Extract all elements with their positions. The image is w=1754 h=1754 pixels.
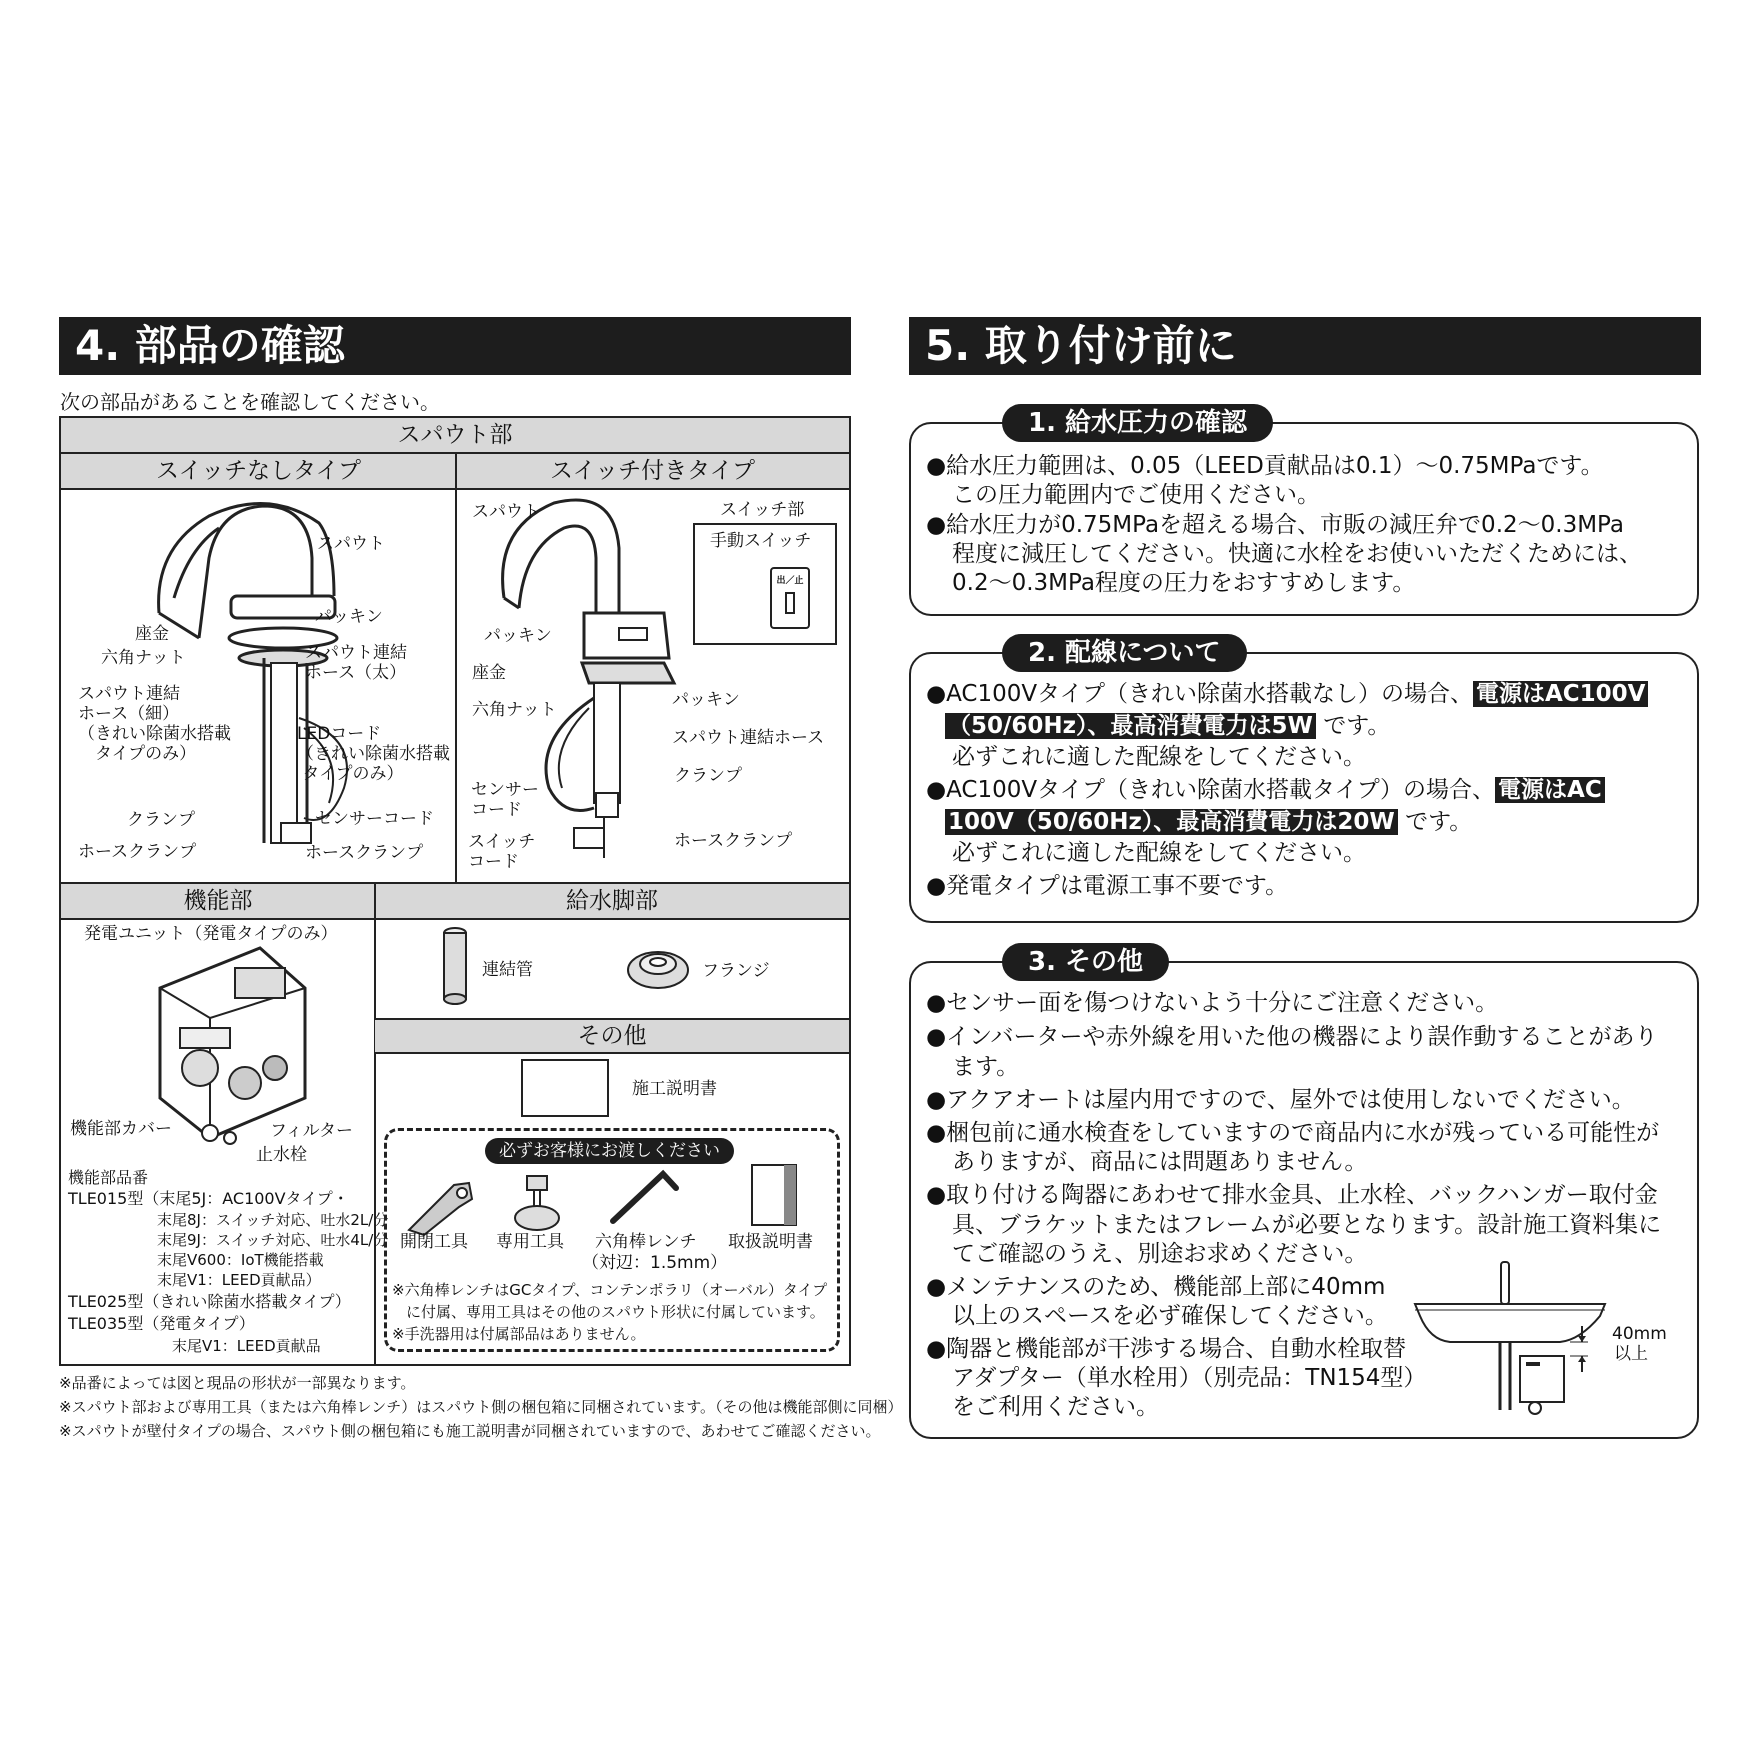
sub2-line5-text: です。 bbox=[1405, 809, 1473, 835]
with-switch-header: スイッチ付きタイプ bbox=[456, 454, 849, 490]
connecting-pipe-illustration bbox=[440, 927, 470, 1007]
footnote-1: ※品番によっては図と現品の形状が一部異なります。 bbox=[59, 1374, 416, 1392]
supply-header: 給水脚部 bbox=[375, 884, 849, 920]
ns-hose-clamp-right-label: ホースクランプ bbox=[305, 843, 424, 863]
sub3-line4: ●アクアオートは屋内用ですので、屋外では使用しないでください。 bbox=[926, 1087, 1635, 1113]
sub3-title: 3. その他 bbox=[1002, 943, 1169, 981]
sub1-line5: 0.2～0.3MPa程度の圧力をおすすめします。 bbox=[952, 570, 1416, 596]
no-switch-header: スイッチなしタイプ bbox=[61, 454, 456, 490]
clearance-dim-label-2: 以上 bbox=[1614, 1344, 1648, 1364]
dash-note-3: ※手洗器用は付属部品はありません。 bbox=[392, 1325, 646, 1343]
open-tool-label: 開閉工具 bbox=[400, 1232, 468, 1252]
sub3-line8: 具、ブラケットまたはフレームが必要となります。設計施工資料集に bbox=[952, 1212, 1662, 1238]
sub3-line1: ●センサー面を傷つけないよう十分にご注意ください。 bbox=[926, 990, 1499, 1016]
ws-packing-right-label: パッキン bbox=[672, 690, 740, 710]
sub2-line2-highlight: （50/60Hz）、最高消費電力は5W bbox=[945, 713, 1316, 739]
stop-valve-label: 止水栓 bbox=[256, 1145, 307, 1165]
sub2-title: 2. 配線について bbox=[1002, 634, 1247, 672]
sub3-line7: ●取り付ける陶器にあわせて排水金具、止水栓、バックハンガー取付金 bbox=[926, 1182, 1658, 1208]
sub3-line2: ●インバーターや赤外線を用いた他の機器により誤作動することがあり bbox=[926, 1024, 1658, 1050]
footnote-2: ※スパウト部および専用工具（または六角棒レンチ）はスパウト側の梱包箱に同梱されています。（その他は機能部側に同梱） bbox=[59, 1398, 903, 1416]
section-4-intro: 次の部品があることを確認してください。 bbox=[60, 390, 440, 414]
hex-size-label: （対辺：1.5mm） bbox=[582, 1253, 728, 1273]
flange-label: フランジ bbox=[702, 961, 770, 981]
ws-hose-label: スパウト連結ホース bbox=[672, 728, 825, 748]
sub3-line5: ●梱包前に通水検査をしていますので商品内に水が残っている可能性が bbox=[926, 1120, 1660, 1146]
ws-washer-label: 座金 bbox=[472, 663, 506, 683]
open-tool-icon bbox=[404, 1175, 474, 1235]
ns-hose-thick-label: スパウト連結 ホース（太） bbox=[305, 643, 407, 683]
ns-spout-label: スパウト bbox=[317, 534, 385, 554]
sub3-line6: ありますが、商品には問題ありません。 bbox=[952, 1149, 1368, 1175]
ws-switch-part-label: スイッチ部 bbox=[720, 500, 805, 520]
install-manual-label: 施工説明書 bbox=[632, 1079, 717, 1099]
pipe-label: 連結管 bbox=[482, 960, 533, 980]
sub3-line11: 以上のスペースを必ず確保してください。 bbox=[952, 1303, 1388, 1329]
sub2-line4-text: ●AC100Vタイプ（きれい除菌水搭載タイプ）の場合、 bbox=[926, 777, 1496, 803]
user-manual-icon bbox=[750, 1163, 800, 1228]
function-cover-label: 機能部カバー bbox=[70, 1119, 172, 1139]
filter-label: フィルター bbox=[270, 1121, 353, 1141]
ns-clamp-label: クランプ bbox=[127, 810, 195, 830]
clearance-dim-label: 40mm bbox=[1612, 1324, 1667, 1344]
special-tool-label: 専用工具 bbox=[496, 1232, 564, 1252]
function-header: 機能部 bbox=[61, 884, 375, 920]
sub2-line1-text: ●AC100Vタイプ（きれい除菌水搭載なし）の場合、 bbox=[926, 681, 1473, 707]
sub2-line6: 必ずこれに適した配線をしてください。 bbox=[952, 840, 1366, 866]
part-numbers-line5: 末尾V1：LEED貢献品） bbox=[157, 1271, 321, 1289]
sub3-line14: をご利用ください。 bbox=[952, 1394, 1159, 1420]
part-numbers-line2: 末尾8J：スイッチ対応、吐水2L/分 bbox=[157, 1211, 389, 1229]
part-numbers-line4: 末尾V600：IoT機能搭載 bbox=[157, 1251, 324, 1269]
sub2-line2 bbox=[945, 711, 1390, 741]
sub3-line13: アダプター（単水栓用）（別売品：TN154型） bbox=[952, 1365, 1427, 1391]
sub2-line5-highlight: 100V（50/60Hz）、最高消費電力は20W bbox=[945, 809, 1398, 835]
sub1-line2: この圧力範囲内でご使用ください。 bbox=[952, 482, 1320, 508]
sub2-line1 bbox=[926, 679, 1648, 709]
user-manual-label: 取扱説明書 bbox=[728, 1232, 813, 1252]
sub2-line5 bbox=[945, 807, 1472, 837]
section-4-title: 4. 部品の確認 bbox=[59, 317, 851, 375]
footnote-3: ※スパウトが壁付タイプの場合、スパウト側の梱包箱にも施工説明書が同梱されていますので、あわせてご確認ください。 bbox=[59, 1422, 881, 1440]
ns-hex-nut-label: 六角ナット bbox=[101, 648, 186, 668]
part-numbers-line6: TLE025型（きれい除菌水搭載タイプ） bbox=[68, 1292, 351, 1311]
other-header: その他 bbox=[375, 1020, 849, 1054]
sub3-line9: てご確認のうえ、別途お求めください。 bbox=[952, 1241, 1368, 1267]
handover-label: 必ずお客様にお渡しください bbox=[485, 1138, 734, 1164]
sub2-line3: 必ずこれに適した配線をしてください。 bbox=[952, 744, 1366, 770]
ws-spout-label: スパウト bbox=[472, 502, 540, 522]
install-manual-icon bbox=[521, 1059, 609, 1117]
function-unit-illustration bbox=[140, 948, 320, 1148]
ws-hex-nut-label: 六角ナット bbox=[472, 700, 557, 720]
sub2-line4 bbox=[926, 775, 1605, 805]
ws-clamp-label: クランプ bbox=[674, 766, 742, 786]
sub1-line4: 程度に減圧してください。快適に水栓をお使いいただくためには、 bbox=[952, 541, 1642, 567]
flange-illustration bbox=[626, 942, 690, 990]
ws-manual-switch-label: 手動スイッチ bbox=[710, 531, 812, 551]
dash-note-2: に付属、専用工具はその他のスパウト形状に付属しています。 bbox=[406, 1303, 825, 1321]
part-numbers-line8: 末尾V1：LEED貢献品 bbox=[172, 1337, 321, 1355]
ns-washer-label: 座金 bbox=[135, 624, 169, 644]
sub3-line12: ●陶器と機能部が干渉する場合、自動水栓取替 bbox=[926, 1336, 1407, 1362]
ns-packing-label: パッキン bbox=[315, 607, 383, 627]
section-5-title: 5. 取り付け前に bbox=[909, 317, 1701, 375]
sub1-title: 1. 給水圧力の確認 bbox=[1002, 404, 1273, 442]
sub3-line10: ●メンテナンスのため、機能部上部に40mm bbox=[926, 1274, 1386, 1300]
spout-header: スパウト部 bbox=[61, 418, 849, 454]
ns-led-cord-label: LEDコード （きれい除菌水搭載 タイプのみ） bbox=[297, 724, 450, 784]
part-numbers-line1: TLE015型（末尾5J：AC100Vタイプ・ bbox=[68, 1189, 349, 1208]
ws-packing-left-label: パッキン bbox=[484, 626, 552, 646]
sub1-line1: ●給水圧力範囲は、0.05（LEED貢献品は0.1）～0.75MPaです。 bbox=[926, 453, 1604, 479]
switch-button-text: 出／止 bbox=[776, 576, 804, 586]
special-tool-icon bbox=[512, 1174, 562, 1234]
sub2-line7: ●発電タイプは電源工事不要です。 bbox=[926, 873, 1289, 899]
ns-sensor-cord-label: センサーコード bbox=[315, 809, 434, 829]
ns-hose-clamp-left-label: ホースクランプ bbox=[78, 842, 197, 862]
part-numbers-heading: 機能部品番 bbox=[68, 1168, 149, 1187]
gen-unit-label: 発電ユニット（発電タイプのみ） bbox=[84, 924, 338, 944]
part-numbers-line7: TLE035型（発電タイプ） bbox=[68, 1314, 255, 1333]
basin-clearance-illustration bbox=[1410, 1260, 1610, 1420]
sub2-line1-highlight: 電源はAC100V bbox=[1473, 681, 1649, 707]
hex-wrench-label: 六角棒レンチ bbox=[595, 1232, 697, 1252]
dash-note-1: ※六角棒レンチはGCタイプ、コンテンポラリ（オーバル）タイプ bbox=[392, 1281, 828, 1299]
ns-hose-thin-label: スパウト連結 ホース（細） （きれい除菌水搭載 タイプのみ） bbox=[78, 684, 231, 764]
part-numbers-line3: 末尾9J：スイッチ対応、吐水4L/分 bbox=[157, 1231, 389, 1249]
manual-switch-button bbox=[770, 567, 810, 629]
sub2-line2-text: です。 bbox=[1323, 713, 1391, 739]
sub1-line3: ●給水圧力が0.75MPaを超える場合、市販の減圧弁で0.2～0.3MPa bbox=[926, 512, 1624, 538]
switch-icon bbox=[785, 592, 795, 614]
hex-wrench-icon bbox=[608, 1166, 688, 1226]
ws-switch-cord-label: スイッチ コード bbox=[468, 832, 536, 872]
sub2-line4-highlight: 電源はAC bbox=[1495, 777, 1605, 803]
ws-sensor-cord-label: センサー コード bbox=[471, 780, 539, 820]
sub3-line3: ます。 bbox=[952, 1054, 1020, 1080]
ws-hose-clamp-label: ホースクランプ bbox=[674, 831, 793, 851]
